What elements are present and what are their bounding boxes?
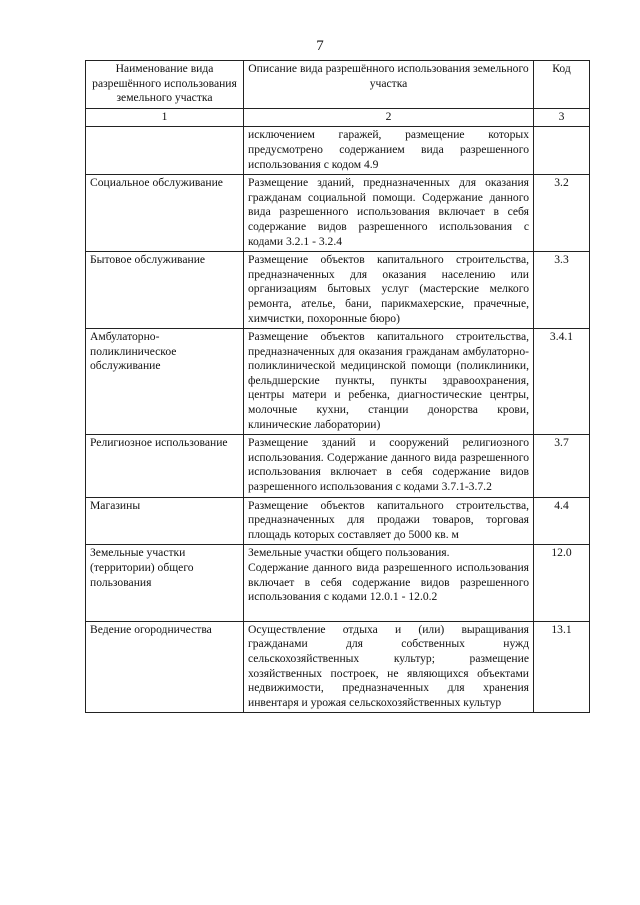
use-name: Магазины bbox=[86, 497, 244, 545]
table-row bbox=[86, 497, 590, 545]
use-description: Размещение зданий, предназначенных для оказания гражданам социальной помощи. Содержание данного вида разрешенного использования включает в себя содержание видов разрешенного использования с кодами 3.2.1 - 3.2.4 bbox=[244, 175, 534, 252]
use-name: Социальное обслуживание bbox=[86, 175, 244, 252]
use-description: исключением гаражей, размещение которых предусмотрено содержанием вида разрешенного использования с кодом 4.9 bbox=[244, 127, 534, 175]
column-number-row bbox=[86, 108, 590, 127]
description-line: Земельные участки общего пользования. bbox=[248, 546, 450, 560]
page-number: 7 bbox=[316, 38, 324, 54]
description-line: Содержание данного вида разрешенного использования включает в себя содержание видов разрешенного использования с кодами 12.0.1 - 12.0.2 bbox=[248, 561, 529, 604]
table-row bbox=[86, 329, 590, 435]
use-description: Размещение объектов капитального строительства, предназначенных для продажи товаров, торговая площадь которых составляет до 5000 кв. м bbox=[244, 497, 534, 545]
use-description: Осуществление отдыха и (или) выращивания гражданами для собственных нужд сельскохозяйственных культур; размещение хозяйственных построек, не являющихся объектами недвижимости, предназначенных для хранения инвентаря и урожая сельскохозяйственных культур bbox=[244, 621, 534, 713]
header-code: Код bbox=[534, 61, 590, 109]
use-name: Религиозное использование bbox=[86, 435, 244, 497]
use-name: Земельные участки (территории) общего пользования bbox=[86, 545, 244, 621]
use-code: 4.4 bbox=[534, 497, 590, 545]
column-number: 1 bbox=[86, 108, 244, 127]
use-name: Амбулаторно-поликлиническое обслуживание bbox=[86, 329, 244, 435]
use-code: 3.2 bbox=[534, 175, 590, 252]
use-name: Бытовое обслуживание bbox=[86, 252, 244, 329]
table-row bbox=[86, 175, 590, 252]
column-number: 2 bbox=[244, 108, 534, 127]
table-row bbox=[86, 621, 590, 713]
use-description: Размещение объектов капитального строительства, предназначенных для оказания гражданам амбулаторно-поликлинической медицинской помощи (поликлиники, фельдшерские пункты, пункты здравоохранения, центры матери и ребенка, диагностические центры, молочные кухни, станции донорства крови, клинические лаборатории) bbox=[244, 329, 534, 435]
use-code: 12.0 bbox=[534, 545, 590, 621]
use-code: 3.3 bbox=[534, 252, 590, 329]
use-code bbox=[534, 127, 590, 175]
use-code: 13.1 bbox=[534, 621, 590, 713]
use-description: Размещение объектов капитального строительства, предназначенных для оказания населению или организациям бытовых услуг (мастерские мелкого ремонта, ателье, бани, парикмахерские, прачечные, химчистки, похоронные бюро) bbox=[244, 252, 534, 329]
table-header-row bbox=[86, 61, 590, 109]
use-description: Размещение зданий и сооружений религиозного использования. Содержание данного вида разрешенного использования включает в себя содержание видов разрешенного использования с кодами 3.7.1-3.7.2 bbox=[244, 435, 534, 497]
table-row bbox=[86, 252, 590, 329]
land-use-table bbox=[85, 60, 590, 713]
column-number: 3 bbox=[534, 108, 590, 127]
table-row bbox=[86, 127, 590, 175]
use-code: 3.7 bbox=[534, 435, 590, 497]
use-name bbox=[86, 127, 244, 175]
use-code: 3.4.1 bbox=[534, 329, 590, 435]
use-description bbox=[244, 545, 534, 621]
table-row bbox=[86, 435, 590, 497]
header-name: Наименование вида разрешённого использования земельного участка bbox=[86, 61, 244, 109]
use-name: Ведение огородничества bbox=[86, 621, 244, 713]
header-description: Описание вида разрешённого использования земельного участка bbox=[244, 61, 534, 109]
table-row bbox=[86, 545, 590, 621]
